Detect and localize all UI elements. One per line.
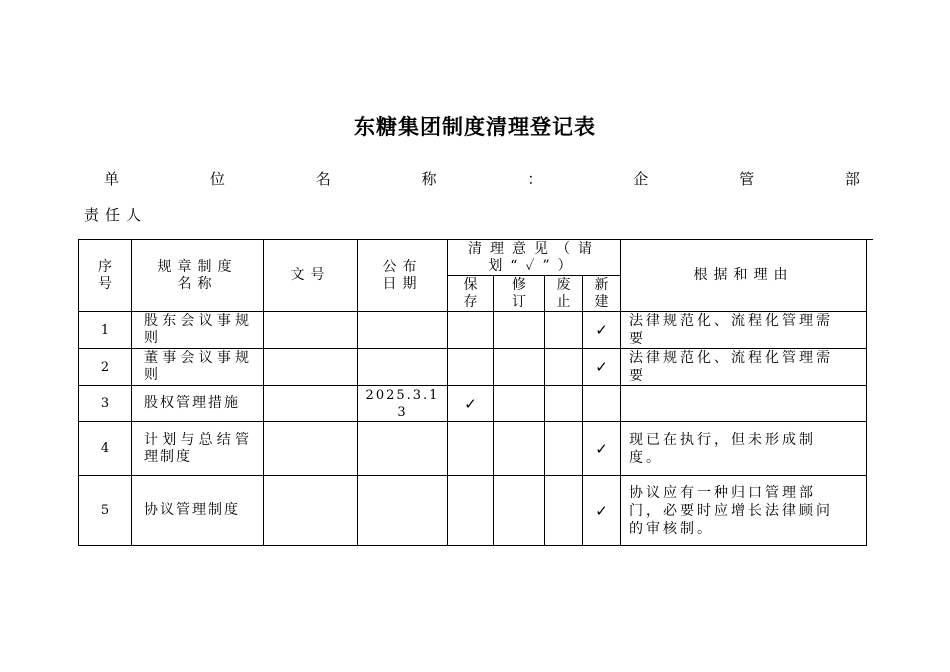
header-seq: 序号 [79,240,132,312]
header-reason: 根据和理由 [621,240,867,312]
row-reason: 法律规范化、流程化管理需要 [621,312,867,349]
row-doc-no [264,422,358,476]
row-keep [448,422,494,476]
table-row [79,476,873,546]
row-new: ✓ [583,422,621,476]
row-name: 董事会议事规则 [132,349,264,386]
unit-char: 名 [315,170,331,188]
row-date: 2025.3.13 [358,386,448,422]
table-row [79,312,873,349]
row-revise [494,349,545,386]
registration-table [78,239,873,546]
unit-char: 位 [209,170,225,188]
unit-char: 部 [844,170,860,188]
row-abolish [545,312,583,349]
row-name: 股权管理措施 [132,386,264,422]
row-new [583,386,621,422]
row-new: ✓ [583,476,621,546]
header-opinion-group: 清理意见（请划“✓”） [448,240,621,276]
header-name: 规章制度名称 [132,240,264,312]
header-doc-no: 文号 [264,240,358,312]
row-seq: 3 [79,386,132,422]
row-date [358,422,448,476]
row-reason [621,386,867,422]
unit-char: ： [527,170,543,188]
header-abolish: 废止 [545,276,583,312]
row-keep: ✓ [448,386,494,422]
unit-char: 管 [739,170,755,188]
table-row [79,386,873,422]
row-right-edge [867,476,873,546]
document-title: 东糖集团制度清理登记表 [354,115,596,139]
row-seq: 5 [79,476,132,546]
row-revise [494,422,545,476]
unit-name-row [104,168,860,189]
row-abolish [545,386,583,422]
row-revise [494,312,545,349]
row-seq: 2 [79,349,132,386]
row-abolish [545,349,583,386]
row-right-edge [867,422,873,476]
row-seq: 4 [79,422,132,476]
row-doc-no [264,349,358,386]
row-date [358,476,448,546]
row-keep [448,312,494,349]
row-new: ✓ [583,349,621,386]
row-right-edge [867,349,873,386]
unit-char: 单 [104,170,120,188]
row-doc-no [264,476,358,546]
row-doc-no [264,386,358,422]
table-row [79,349,873,386]
row-name: 协议管理制度 [132,476,264,546]
row-seq: 1 [79,312,132,349]
row-right-edge [867,386,873,422]
header-new: 新建 [583,276,621,312]
table-row [79,422,873,476]
row-revise [494,476,545,546]
header-right-edge [867,240,873,312]
row-revise [494,386,545,422]
row-name: 计划与总结管理制度 [132,422,264,476]
row-keep [448,476,494,546]
header-revise: 修订 [494,276,545,312]
row-reason: 协议应有一种归口管理部门，必要时应增长法律顾问的审核制。 [621,476,867,546]
row-abolish [545,422,583,476]
row-keep [448,349,494,386]
row-reason: 法律规范化、流程化管理需要 [621,349,867,386]
row-new: ✓ [583,312,621,349]
responsible-person-label: 责任人 [84,206,148,224]
row-abolish [545,476,583,546]
unit-char: 称 [421,170,437,188]
row-right-edge [867,312,873,349]
row-doc-no [264,312,358,349]
row-reason: 现已在执行，但未形成制度。 [621,422,867,476]
unit-char: 企 [633,170,649,188]
row-date [358,312,448,349]
header-keep: 保存 [448,276,494,312]
row-name: 股东会议事规则 [132,312,264,349]
row-date [358,349,448,386]
header-publish-date: 公布日期 [358,240,448,312]
